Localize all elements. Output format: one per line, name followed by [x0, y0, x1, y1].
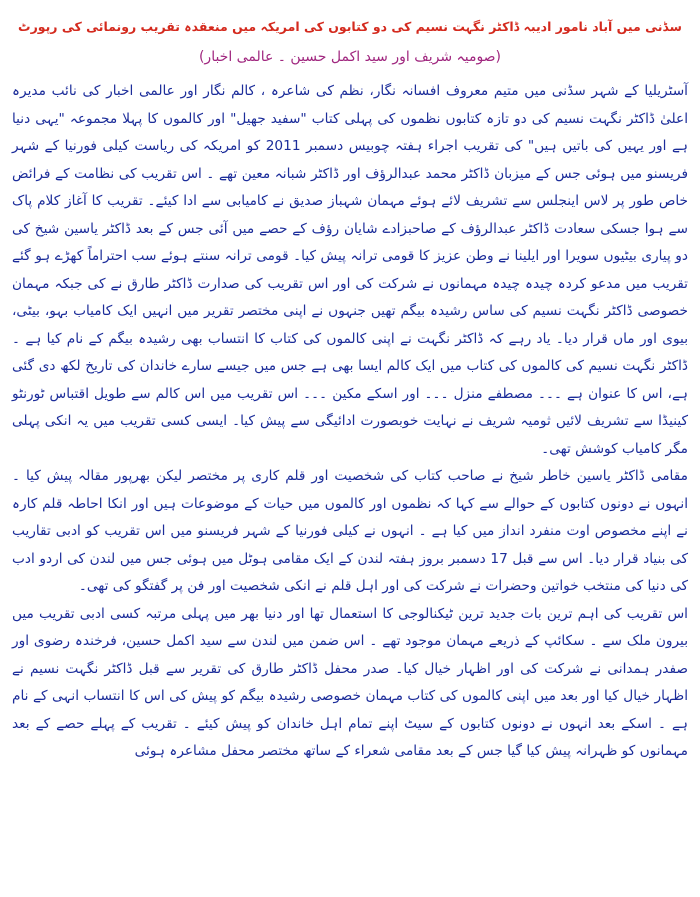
article-paragraph-2: مقامی ڈاکٹر یاسین خاطر شیخ نے صاحب کتاب کی شخصیت اور قلم کاری پر مختصر لیکن بھرپور مقالہ پیش کیا ۔ انہوں نے دونوں کتابوں کے حوالے سے کہا کہ نظموں اور کالموں میں حیات کے موضوعات ہیں اور انکا احاطہ قلم کارہ نے اپنے مخصوص اوت منفرد انداز میں کیا ہے ۔ انہوں نے کیلی فورنیا کے شہر فریسنو میں اس تقریب کو ادبی تقاریب کی بنیاد قرار دیا۔ اس سے قبل 17 دسمبر بروز ہفتہ لندن کے ایک مقامی ہوٹل میں ہوئی جس میں لندن کی اردو ادب کی دنیا کی منتخب خواتین وحضرات نے شرکت کی اور اہل قلم نے انکی شخصیت اور فن پر گفتگو کی تھی۔: [12, 468, 688, 594]
article-paragraph-1: آسٹریلیا کے شہر سڈنی میں متیم معروف افسانہ نگار، نظم کی شاعرہ ، کالم نگار اور عالمی اخبار کی نائب مدیرہ اعلیٰ ڈاکٹر نگہت نسیم کی دو تازہ کتابوں نظموں کی پہلی کتاب "سفید جھیل" اور کالموں کا پہلا مجموعہ "یہی دنیا ہے اور یہیں کی باتیں ہیں" کی تقریب اجراء ہفتہ چوبیس دسمبر 2011 کو امریکہ کی ریاست کیلی فورنیا کے شہر فریسنو میں ہوئی جس کے میزبان ڈاکٹر محمد عبدالرؤف اور ڈاکٹر شبانہ معین تھے ۔ اس تقریب کی نظامت کے فرائض خاص طور پر لاس اینجلس سے تشریف لائے ہوئے مہمان شہباز صدیق نے کامیابی سے ادا کیئے۔ تقریب کا آغاز کلام پاک سے ہوا جسکی سعادت ڈاکٹر عبدالرؤف کے صاحبزادے شایان رؤف کے حصے میں آئی جس کے بعد ڈاکٹر یاسین شیخ کی دو پیاری بیٹیوں سویرا اور ایلینا نے وطن عزیز کا قومی ترانہ پیش کیا۔ قومی ترانہ سنتے ہوئے سب احتراماً کھڑے ہو گئے تقریب میں مدعو کردہ چیدہ چیدہ مہمانوں نے شرکت کی اور اس تقریب کی صدارت ڈاکٹر طارق نے کی جبکہ مہمان خصوصی ڈاکٹر نگہت نسیم کی ساس رشیدہ بیگم تھیں جنہوں نے اپنی مختصر تقریر میں انہیں ایک کامیاب بہو، بیٹی، بیوی اور ماں قرار دیا۔ یاد رہے کہ ڈاکٹر نگہت نے اپنی کالموں کی کتاب کا انتساب بھی رشیدہ بیگم کے نام کیا ہے ۔ ڈاکٹر نگہت نسیم کی کالموں کی کتاب میں ایک کالم ایسا بھی ہے جس میں جیسے سارے خاندان کی تاریخ لکھ دی گئی ہے، اس کا عنوان ہے ۔۔۔ مصطفے منزل ۔۔۔ اور اسکے مکین ۔۔۔ اس تقریب میں اس کالم سے طویل اقتباس ٹورنٹو کینیڈا سے تشریف لائیں ثومیہ شریف نے نہایت خوبصورت ادائیگی سے پیش کیا۔ ایسی کسی تقریب میں یہ انکی پہلی مگر کامیاب کوشش تھی۔: [12, 83, 688, 457]
article-headline: سڈنی میں آباد نامور ادیبہ ڈاکٹر نگہت نسیم کی دو کتابوں کی امریکہ میں منعقدہ تقریب رونمائی کی رپورٹ: [18, 19, 682, 34]
article-byline: (صومیہ شریف اور سید اکمل حسین ۔ عالمی اخبار): [198, 49, 502, 65]
article-body: [12, 78, 688, 766]
article-paragraph-3: اس تقریب کی اہم ترین بات جدید ترین ٹیکنالوجی کا استعمال تھا اور دنیا بھر میں پہلی مرتبہ کسی ادبی تقریب میں بیرون ملک سے ۔ سکائپ کے ذریعے مہمان موجود تھے ۔ اس ضمن میں لندن سے سید اکمل حسین، فرخندہ رضوی اور صفدر ہمدانی نے شرکت کی اور اظہار خیال کیا۔ صدر محفل ڈاکٹر طارق کی تقریر سے قبل ڈاکٹر نگہت نسیم نے اظہار خیال کیا اور بعد میں اپنی کالموں کی کتاب مہمان خصوصی رشیدہ بیگم کو پیش کی اس کا انتساب انہی کے نام ہے ۔ اسکے بعد انہوں نے دونوں کتابوں کے سیٹ اپنے تمام اہل خاندان کو پیش کیئے ۔ تقریب کے پہلے حصے کے بعد مہمانوں کو ظہرانہ پیش کیا گیا جس کے بعد مقامی شعراء کے ساتھ مختصر محفل مشاعرہ ہوئی: [12, 605, 688, 759]
